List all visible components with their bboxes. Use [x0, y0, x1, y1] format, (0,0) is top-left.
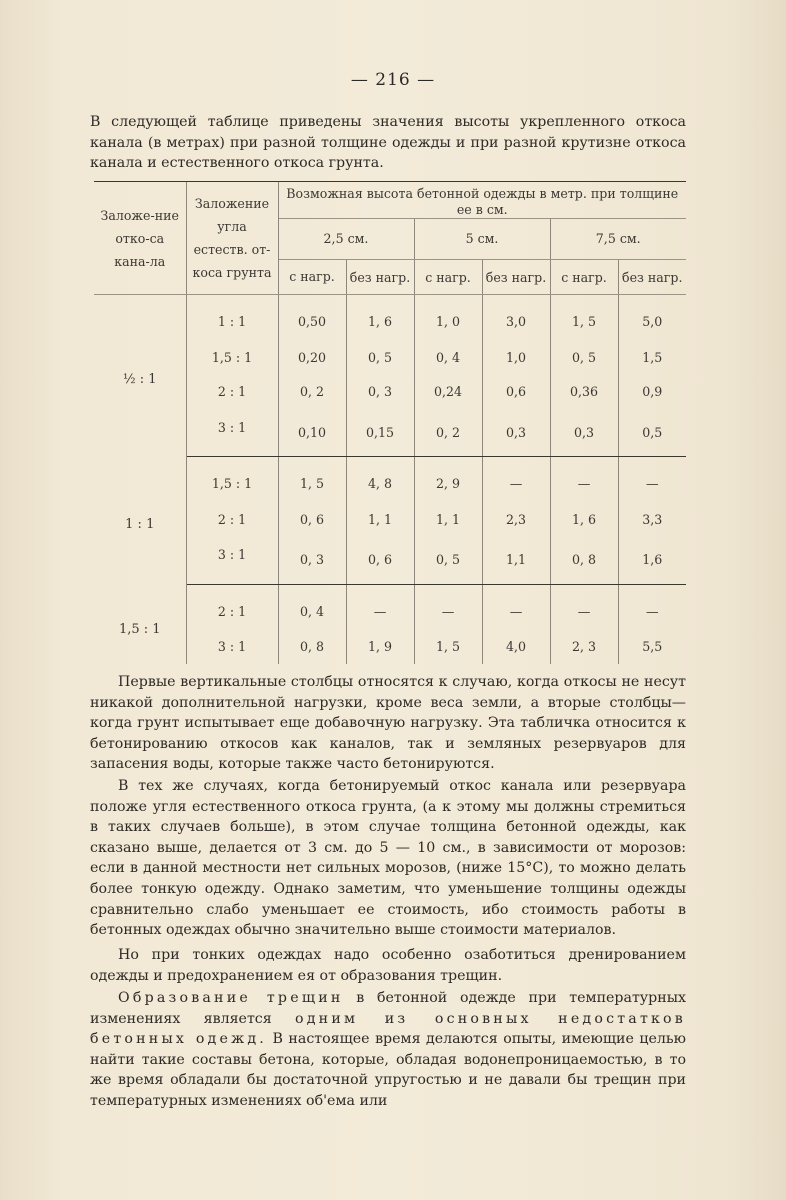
table-row: [94, 456, 686, 502]
header-canal-slope: Заложе-ние отко-са кана-ла: [94, 182, 186, 295]
value-cell: 0,3: [550, 408, 618, 456]
soil-slope-cell: 2 : 1: [186, 584, 278, 630]
value-cell: 0,3: [482, 408, 550, 456]
value-cell: —: [550, 584, 618, 630]
table-group: [94, 456, 686, 584]
emphasis-defects: одним из основных недостатков бетонных одежд.: [90, 1010, 686, 1048]
header-load: с нагр.: [550, 260, 618, 295]
soil-slope-cell: 3 : 1: [186, 630, 278, 664]
text-run: в бетонной одежде при температурных изменениях является: [90, 990, 686, 1027]
value-cell: 4, 8: [346, 456, 414, 502]
value-cell: —: [346, 584, 414, 630]
value-cell: 0, 5: [550, 340, 618, 374]
table-row: [94, 584, 686, 630]
value-cell: —: [414, 584, 482, 630]
intro-paragraph: В следующей таблице приведены значения высоты укрепленного откоса канала (в метрах) при разной толщине одежды и при разной крутизне откоса канала и естественного откоса грунта.: [90, 114, 686, 172]
soil-slope-cell: 1,5 : 1: [186, 456, 278, 502]
paragraph-drainage: Но при тонких одеждах надо особенно озаботиться дренированием одежды и предохранением ея от образования трещин.: [90, 947, 686, 984]
header-load: с нагр.: [414, 260, 482, 295]
value-cell: 2,3: [482, 502, 550, 536]
canal-slope-cell: 1,5 : 1: [94, 584, 186, 664]
value-cell: 0, 2: [414, 408, 482, 456]
value-cell: 0,50: [278, 295, 346, 341]
header-no-load: без нагр.: [618, 260, 686, 295]
table-group: [94, 584, 686, 664]
soil-slope-cell: 1,5 : 1: [186, 340, 278, 374]
header-possible-height: Возможная высота бетонной одежды в метр. при толщине ее в см.: [278, 182, 686, 219]
value-cell: 1,5: [642, 349, 663, 365]
value-cell: 0, 3: [346, 374, 414, 408]
canal-slope-cell: ½ : 1: [94, 295, 186, 457]
value-cell: 1, 6: [346, 295, 414, 341]
value-cell: 0, 5: [346, 340, 414, 374]
value-cell: 2, 3: [550, 630, 618, 664]
value-cell: 3,3: [642, 511, 663, 527]
value-cell: 0, 6: [346, 536, 414, 584]
value-cell: 1,0: [482, 340, 550, 374]
header-thickness-5: 5 см.: [414, 219, 550, 260]
value-cell: 0,9: [642, 383, 663, 399]
page-number: — 216 —: [350, 70, 436, 90]
value-cell: 0,36: [550, 374, 618, 408]
canal-slope-cell: 1 : 1: [94, 456, 186, 584]
value-cell: 5,5: [642, 639, 663, 655]
header-thickness-2-5: 2,5 см.: [278, 219, 414, 260]
emphasis-cracks: Образование трещин: [118, 990, 344, 1006]
text-run: В настоящее время делаются опыты, имеющие целью найти такие составы бетона, которые, обладая водонепроницаемостью, в то же время обладали бы достаточной упругостью и не давали бы трещин при температурных изменениях об'ема или: [90, 1031, 686, 1109]
soil-slope-cell: 3 : 1: [186, 408, 278, 456]
value-cell: 0,6: [482, 374, 550, 408]
value-cell: 0,24: [414, 374, 482, 408]
slope-height-table: [94, 181, 686, 664]
header-soil-slope: Заложение угла естеств. от-коса грунта: [186, 182, 278, 295]
table-row: [94, 295, 686, 341]
paragraph-cracks: [90, 988, 686, 1112]
value-cell: 0, 8: [550, 536, 618, 584]
header-load: с нагр.: [278, 260, 346, 295]
value-cell: —: [550, 456, 618, 502]
soil-slope-cell: 1 : 1: [186, 295, 278, 341]
value-cell: 0,5: [618, 408, 686, 456]
value-cell: 1, 6: [550, 502, 618, 536]
value-cell: —: [482, 584, 550, 630]
value-cell: —: [645, 603, 659, 619]
value-cell: 1, 5: [278, 456, 346, 502]
header-no-load: без нагр.: [346, 260, 414, 295]
paragraph-thickness: В тех же случаях, когда бетонируемый откос канала или резервуара положе угля естественного откоса грунта, (а к этому мы должны стремиться в таких случаев больше), в этом случае толщина бетонной одежды, как сказано выше, делается от 3 см. до 5 — 10 см., в зависимости от морозов: если в данной местности нет сильных морозов, (ниже 15°С), то можно делать более тонкую одежду. Однако заметим, что уменьшение толщины одежды сравнительно слабо уменьшает ее стоимость, ибо стоимость работы в бетонных одеждах обычно значительно выше стоимости материалов.: [90, 778, 686, 939]
soil-slope-cell: 2 : 1: [186, 374, 278, 408]
value-cell: 0, 2: [278, 374, 346, 408]
value-cell: 1,1: [482, 536, 550, 584]
value-cell: 0, 6: [278, 502, 346, 536]
value-cell: 0,20: [278, 340, 346, 374]
value-cell: 0,15: [346, 408, 414, 456]
value-cell: 3,0: [482, 295, 550, 341]
value-cell: 0, 5: [414, 536, 482, 584]
header-thickness-7-5: 7,5 см.: [550, 219, 686, 260]
value-cell: —: [482, 456, 550, 502]
value-cell: 0, 3: [278, 536, 346, 584]
value-cell: 4,0: [482, 630, 550, 664]
value-cell: 0, 4: [278, 584, 346, 630]
value-cell: 0,10: [278, 408, 346, 456]
value-cell: 0, 8: [278, 630, 346, 664]
value-cell: 5,0: [642, 314, 663, 330]
header-no-load: без нагр.: [482, 260, 550, 295]
paragraph-columns: Первые вертикальные столбцы относятся к случаю, когда откосы не несут никакой дополнительной нагрузки, кроме веса земли, а вторые столбцы— когда грунт испытывает еще добавочную нагрузку. Эта табличка относится к бетонированию откосов как каналов, так и земляных резервуаров для запасения воды, которые также часто бетонируются.: [90, 674, 686, 773]
data-table: [94, 182, 686, 664]
value-cell: 1, 1: [346, 502, 414, 536]
value-cell: —: [645, 475, 659, 491]
value-cell: 1,6: [618, 536, 686, 584]
value-cell: 0, 4: [414, 340, 482, 374]
value-cell: 2, 9: [414, 456, 482, 502]
soil-slope-cell: 2 : 1: [186, 502, 278, 536]
value-cell: 1, 0: [414, 295, 482, 341]
value-cell: 1, 1: [414, 502, 482, 536]
value-cell: 1, 5: [550, 295, 618, 341]
table-group: [94, 295, 686, 457]
value-cell: 1, 9: [346, 630, 414, 664]
value-cell: 1, 5: [414, 630, 482, 664]
soil-slope-cell: 3 : 1: [186, 536, 278, 584]
